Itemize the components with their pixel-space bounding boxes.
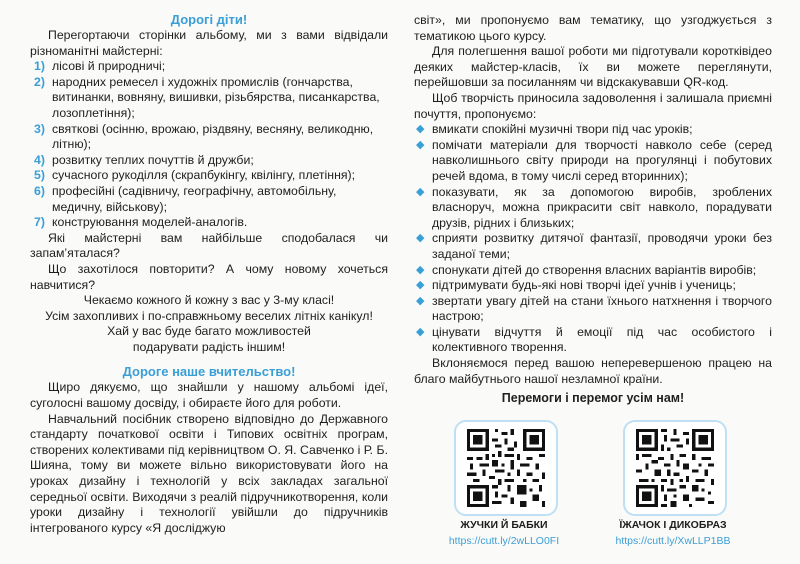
list-item-text: підтримувати будь-які нові творчі ідеї учнів і учениць; <box>432 278 736 293</box>
suggest-paragraph: Щоб творчість приносила задоволення і залишала приємні почуття, пропонуємо: <box>414 90 772 121</box>
workshops-list <box>30 59 388 231</box>
question-1: Які майстерні вам найбільше сподобалася чи запам’яталася? <box>30 230 388 261</box>
list-item-text: звертати увагу дітей на стани їхнього натхнення і творчого настрою; <box>432 293 772 324</box>
list-item-text: вмикати спокійні музичні твори під час уроків; <box>432 122 693 137</box>
list-item-text: народних ремесел і художніх промислів (гончарства, витинанки, вовняну, вишивки, різьбярства, писанкарства, лозоплетіння); <box>52 74 380 120</box>
heading-dear-children: Дорогі діти! <box>170 12 248 27</box>
heading-dear-teachers: Дороге наше вчительство! <box>122 364 296 380</box>
list-item-text: сучасного рукоділля (скрапбукінгу, квілінгу, плетіння); <box>52 168 356 183</box>
diamond-bullet-icon: ◆ <box>416 232 425 245</box>
diamond-bullet-icon: ◆ <box>416 325 425 338</box>
continuation-paragraph: світ», ми пропонуємо вам тематику, що узгоджується з тематикою цього курсу. <box>414 13 772 43</box>
list-item <box>414 325 772 356</box>
diamond-bullet-icon: ◆ <box>416 279 425 292</box>
list-item <box>30 153 388 169</box>
video-paragraph: Для полегшення вашої роботи ми підготували коротківідео деяких майстер-класів, їх ви можете переглянути, перейшовши за посиланням чи відскакувавши QR-код. <box>414 44 772 90</box>
list-item <box>414 185 772 232</box>
list-item-text: розвитку теплих почуттів й дружби; <box>52 152 254 167</box>
list-item <box>30 75 388 122</box>
qr-code-icon <box>636 429 714 507</box>
qr-link[interactable]: https://cutt.ly/XwLLP1BB <box>615 535 731 547</box>
list-item <box>30 168 388 184</box>
thanks-paragraph: Щиро дякуємо, що знайшли у нашому альбомі ідеї, суголосні вашому досвіду, і обираєте його для роботи. <box>30 380 388 411</box>
list-number: 4) <box>34 152 45 167</box>
victory-slogan: Перемоги і перемог усім нам! <box>501 391 685 406</box>
list-item <box>30 215 388 231</box>
qr-code-card[interactable] <box>623 420 727 516</box>
list-item-text: професійні (садівничу, географічну, автомобільну, медичну, військову); <box>52 183 337 214</box>
list-number: 7) <box>34 215 45 230</box>
right-column <box>414 13 772 407</box>
list-item-text: сприяти розвитку дитячої фантазії, проводячи уроки без заданої теми; <box>432 231 772 261</box>
diamond-bullet-icon: ◆ <box>416 123 425 136</box>
list-number: 2) <box>34 74 45 89</box>
diamond-bullet-icon: ◆ <box>416 138 425 151</box>
diamond-bullet-icon: ◆ <box>416 185 425 198</box>
wish-line: Усім захопливих і по-справжньому веселих літніх канікул! <box>45 308 373 323</box>
qr-title: ЇЖАЧОК І ДИКОБРАЗ <box>619 519 727 531</box>
list-item-text: цінувати відчуття й емоції під час особистого і колективного творення. <box>432 324 772 355</box>
list-number: 3) <box>34 121 45 136</box>
left-column <box>30 11 388 536</box>
list-item-text: святкові (осінню, врожаю, різдвяну, весняну, великодню, літню); <box>52 121 374 152</box>
list-number: 6) <box>34 183 45 198</box>
list-item <box>414 231 772 262</box>
intro-paragraph: Перегортаючи сторінки альбому, ми з вами відвідали різноманітні майстерні: <box>30 28 388 58</box>
wish-line: Чекаємо кожного й кожну з вас у 3-му класі! <box>83 293 335 308</box>
list-item-text: конструювання моделей-аналогів. <box>52 215 248 230</box>
list-number: 5) <box>34 168 45 183</box>
qr-code-icon <box>467 429 545 507</box>
manual-paragraph: Навчальний посібник створено відповідно до Державного стандарту початкової освіти і Типових освітніх програм, створених колективами під керівництвом О. Я. Савченко і Р. Б. Шияна, тому ви можете вільно використовувати його на уроках дизайну і технологій у всіх закладах загальної середньої освіти. Виходячи з реалій підручникотворення, коли уроки дизайну і технології увійшли до підручників інтегрованого курсу «Я досліджую <box>30 411 388 535</box>
wish-line: подарувати радість іншим! <box>132 339 286 354</box>
list-item <box>414 278 772 294</box>
list-number: 1) <box>34 59 45 74</box>
list-item-text: спонукати дітей до створення власних варіантів виробів; <box>432 262 757 277</box>
wish-line: Хай у вас буде багато можливостей <box>107 324 311 339</box>
suggestions-list <box>414 122 772 356</box>
qr-link[interactable]: https://cutt.ly/2wLLO0FI <box>448 535 560 547</box>
list-item <box>414 294 772 325</box>
list-item <box>414 138 772 185</box>
diamond-bullet-icon: ◆ <box>416 263 425 276</box>
qr-title: ЖУЧКИ Й БАБКИ <box>460 519 548 531</box>
list-item <box>30 122 388 153</box>
list-item-text: показувати, як за допомогою виробів, зроблених власноруч, можна прикрасити світ навколо, порадувати друзів, рідних і близьких; <box>432 184 772 230</box>
list-item <box>30 59 388 75</box>
diamond-bullet-icon: ◆ <box>416 294 425 307</box>
list-item-text: помічати матеріали для творчості навколо себе (серед навколишнього світу природи на прогулянці і побутових речей вдома, в тому числі серед вторинних); <box>432 137 772 183</box>
question-2: Що захотілося повторити? А чому новому хочеться навчитися? <box>30 261 388 292</box>
gratitude-paragraph: Вклоняємося перед вашою неперевершеною працею на благо майбутнього нашої незламної країни. <box>414 356 772 386</box>
list-item <box>414 263 772 279</box>
list-item-text: лісові й природничі; <box>52 59 166 74</box>
list-item <box>414 122 772 138</box>
list-item <box>30 184 388 215</box>
qr-code-card[interactable] <box>454 420 558 516</box>
